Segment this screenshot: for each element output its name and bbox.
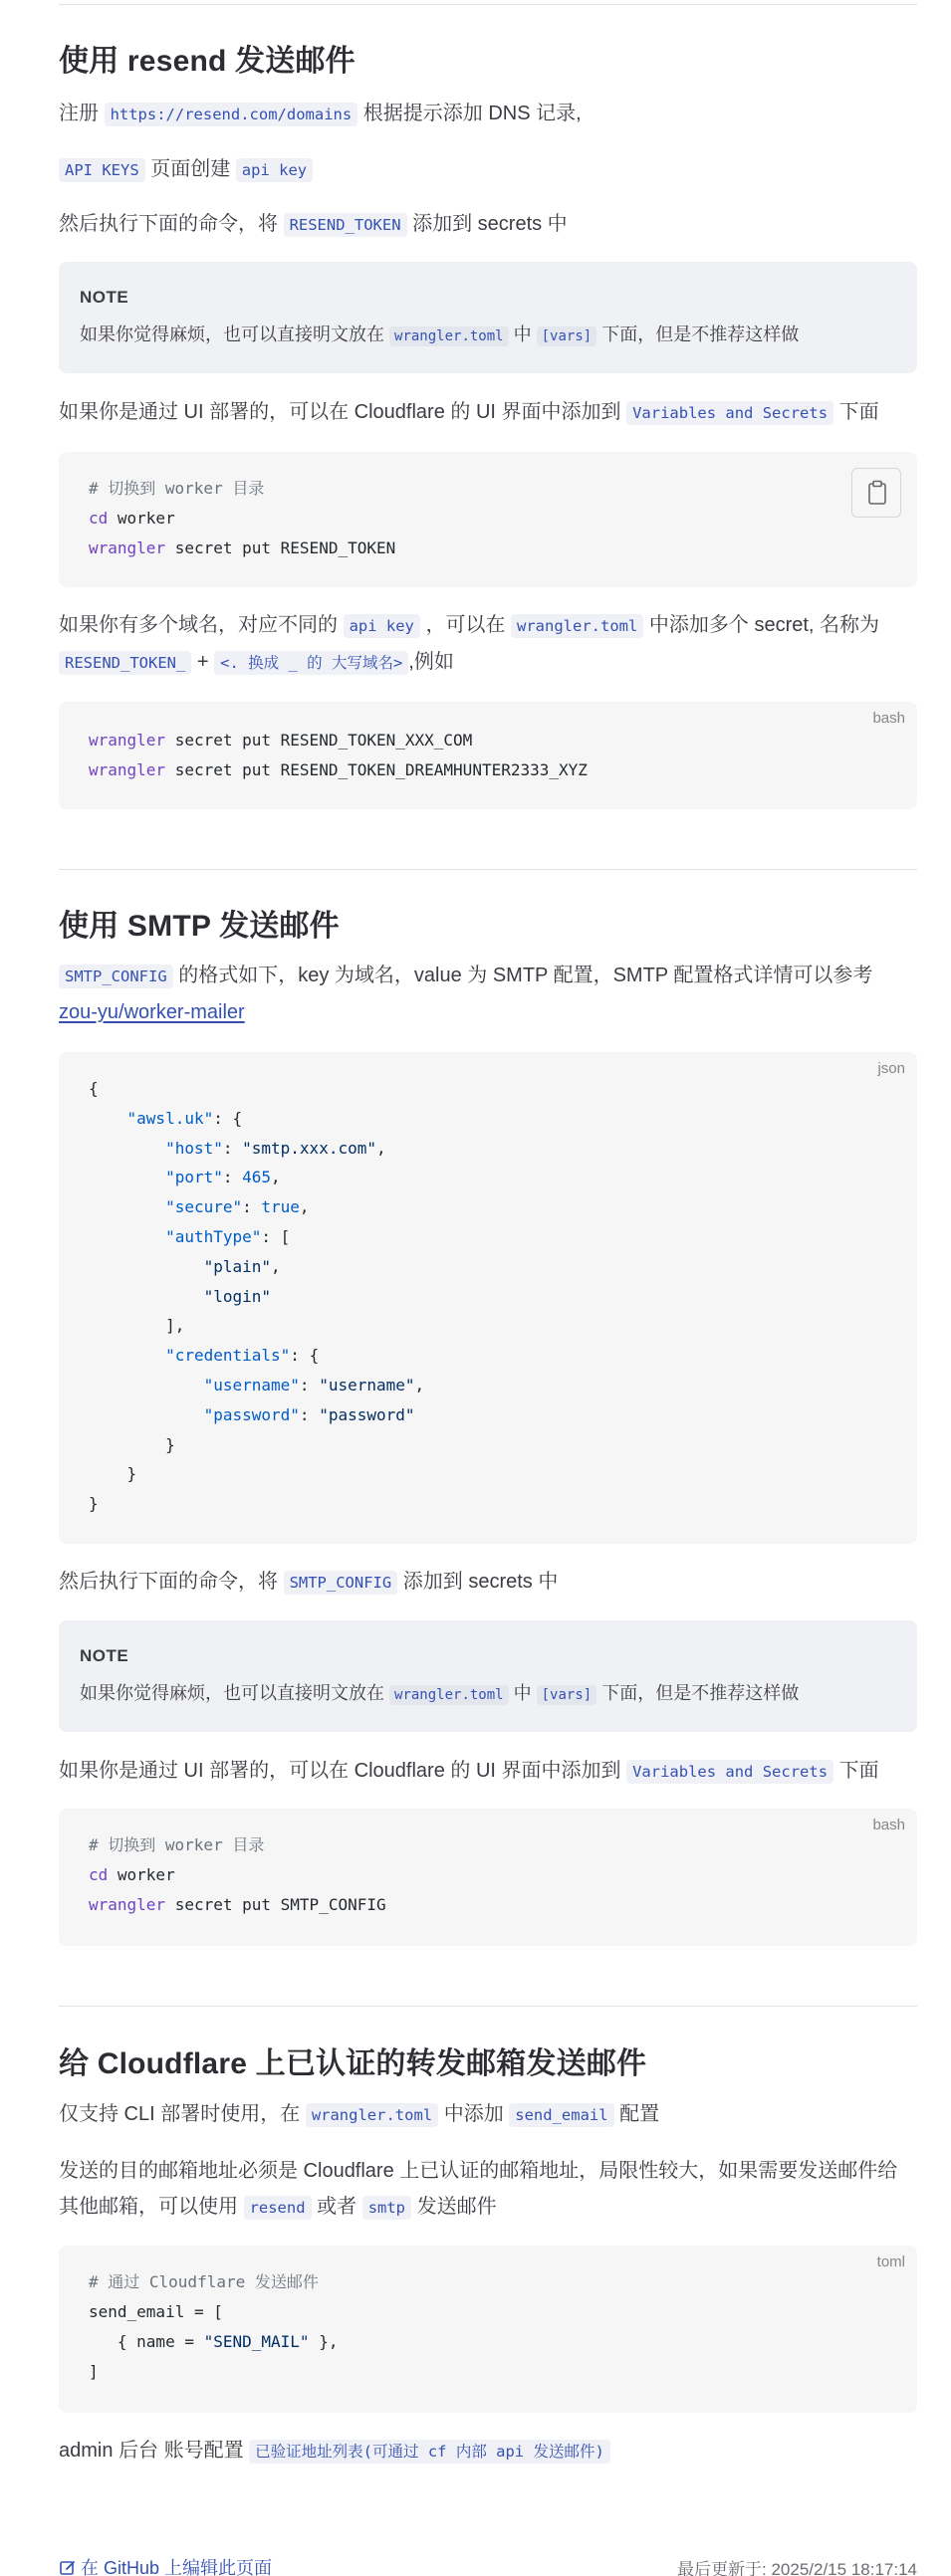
resend-paragraph-1: 注册 https://resend.com/domains 根据提示添加 DNS 记录,	[59, 103, 582, 124]
clipboard-icon	[852, 469, 902, 519]
inline-code: api key	[236, 158, 313, 182]
note-title: NOTE	[80, 288, 129, 307]
inline-code: wrangler.toml	[389, 326, 509, 346]
code-block: bash wrangler secret put RESEND_TOKEN_XXX_COM wrangler secret put RESEND_TOKEN_DREAMHUNTER2333_XYZ	[59, 702, 917, 809]
last-updated: 最后更新于: 2025/2/15 18:17:14	[677, 2560, 917, 2576]
inline-code: send_email	[509, 2103, 613, 2127]
divider	[59, 4, 917, 5]
note-text: 如果你觉得麻烦，也可以直接明文放在 wrangler.toml 中 [vars] 下面，但是不推荐这样做	[80, 324, 800, 344]
inline-code: wrangler.toml	[511, 614, 643, 638]
inline-code: wrangler.toml	[306, 2103, 438, 2127]
code-block: # 切换到 worker 目录 cd worker wrangler secret put RESEND_TOKEN	[59, 452, 917, 587]
inline-code: Variables and Secrets	[626, 401, 833, 425]
code-block: json { "awsl.uk": { "host": "smtp.xxx.com", "port": 465, "secure": true, "authType": [ "plain", "login" ], "credentials": { "username": "username", "password": "password" } } }	[59, 1052, 917, 1544]
inline-code: smtp	[362, 2196, 411, 2220]
section-title-resend: 使用 resend 发送邮件	[59, 45, 356, 78]
inline-code: RESEND_TOKEN_	[59, 651, 191, 675]
smtp-paragraph-2: 然后执行下面的命令，将 SMTP_CONFIG 添加到 secrets 中	[59, 1571, 559, 1593]
inline-code: RESEND_TOKEN	[284, 213, 407, 237]
note-text: 如果你觉得麻烦，也可以直接明文放在 wrangler.toml 中 [vars] 下面，但是不推荐这样做	[80, 1683, 800, 1703]
divider	[59, 2006, 917, 2007]
cf-paragraph-3: admin 后台 账号配置 已验证地址列表(可通过 cf 内部 api 发送邮件)	[59, 2433, 610, 2469]
note-box	[59, 1620, 917, 1732]
cf-paragraph-1: 仅支持 CLI 部署时使用，在 wrangler.toml 中添加 send_email 配置	[59, 2103, 660, 2125]
inline-code: resend	[244, 2196, 312, 2220]
resend-paragraph-2: API KEYS 页面创建 api key	[59, 151, 313, 188]
inline-code: Variables and Secrets	[626, 1760, 833, 1784]
inline-code: <. 换成 _ 的 大写域名>	[214, 651, 408, 675]
code-language: toml	[876, 2254, 905, 2270]
worker-mailer-link[interactable]: zou-yu/worker-mailer	[59, 1001, 245, 1023]
inline-code: api key	[344, 614, 420, 638]
note-box	[59, 262, 917, 373]
edit-on-github-link[interactable]: 在 GitHub 上编辑此页面	[59, 2554, 272, 2576]
cf-paragraph-2: 发送的目的邮箱地址必须是 Cloudflare 上已认证的邮箱地址，局限性较大，如果需要发送邮件给其他邮箱，可以使用 resend 或者 smtp 发送邮件	[59, 2160, 898, 2218]
inline-code: SMTP_CONFIG	[284, 1571, 398, 1595]
smtp-paragraph-3: 如果你是通过 UI 部署的，可以在 Cloudflare 的 UI 界面中添加到 Variables and Secrets 下面	[59, 1760, 879, 1782]
resend-paragraph-5: 如果你有多个域名，对应不同的 api key ，可以在 wrangler.toml 中添加多个 secret, 名称为 RESEND_TOKEN_ + <. 换成 _ 的 大写域名> ,例如	[59, 614, 880, 673]
section-title-cloudflare: 给 Cloudflare 上已认证的转发邮箱发送邮件	[59, 2047, 647, 2080]
code-language: bash	[872, 710, 905, 727]
resend-paragraph-4: 如果你是通过 UI 部署的，可以在 Cloudflare 的 UI 界面中添加到 Variables and Secrets 下面	[59, 401, 879, 423]
divider	[59, 869, 917, 870]
section-title-smtp: 使用 SMTP 发送邮件	[59, 910, 340, 943]
code-block: bash # 切换到 worker 目录 cd worker wrangler secret put SMTP_CONFIG	[59, 1809, 917, 1946]
note-title: NOTE	[80, 1646, 129, 1665]
code-language: json	[877, 1060, 905, 1077]
inline-code: [vars]	[537, 326, 597, 346]
inline-code: [vars]	[537, 1685, 597, 1705]
resend-paragraph-3: 然后执行下面的命令，将 RESEND_TOKEN 添加到 secrets 中	[59, 213, 568, 235]
copy-code-button[interactable]	[851, 468, 901, 518]
smtp-paragraph-1: SMTP_CONFIG 的格式如下，key 为域名，value 为 SMTP 配置，SMTP 配置格式详情可以参考 zou-yu/worker-mailer	[59, 965, 873, 1023]
inline-code: https://resend.com/domains	[105, 103, 358, 126]
inline-code: wrangler.toml	[389, 1685, 509, 1705]
code-block: toml # 通过 Cloudflare 发送邮件 send_email = [ { name = "SEND_MAIL" }, ]	[59, 2246, 917, 2413]
inline-code: SMTP_CONFIG	[59, 965, 173, 988]
inline-code: API KEYS	[59, 158, 145, 182]
edit-icon	[59, 2559, 77, 2576]
inline-code: 已验证地址列表(可通过 cf 内部 api 发送邮件)	[249, 2440, 610, 2464]
code-language: bash	[872, 1817, 905, 1833]
